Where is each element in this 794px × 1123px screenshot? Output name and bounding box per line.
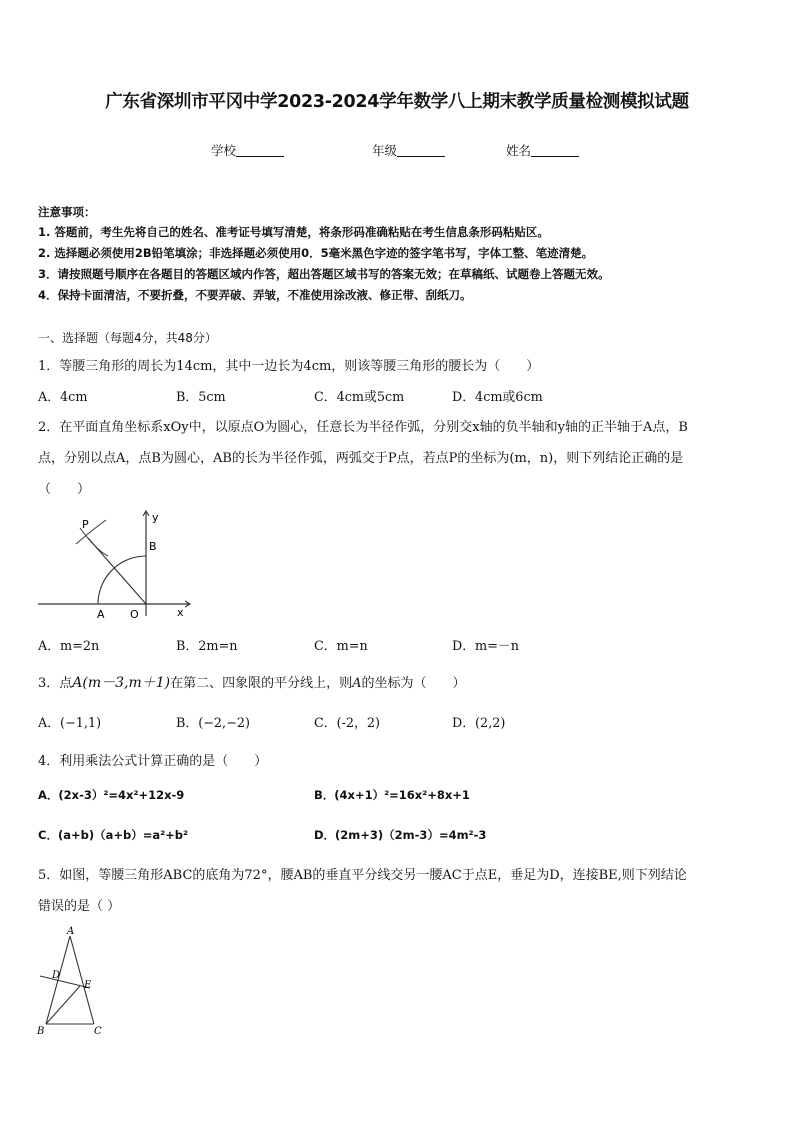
q4-option-b[interactable]: B．(4x+1）²=16x²+8x+1: [314, 788, 470, 802]
q3-point: A(m－3,m＋1): [72, 675, 171, 691]
fig-label-p: P: [82, 518, 89, 531]
q4-option-a[interactable]: A．(2x-3）²=4x²+12x-9: [38, 788, 185, 802]
fig-label-x: x: [177, 606, 184, 618]
fig-label-d: D: [52, 970, 61, 981]
notice-item: 4．保持卡面清洁，不要折叠，不要弄破、弄皱，不准使用涂改液、修正带、刮纸刀。: [38, 288, 472, 302]
question-2-line1: 2．在平面直角坐标系xOy中，以原点O为圆心，任意长为半径作弧，分别交x轴的负半轴和y轴的正半轴于A点，B: [38, 420, 688, 435]
question-4: 4．利用乘法公式计算正确的是（ ）: [38, 754, 268, 769]
name-label: 姓名: [506, 143, 532, 158]
section-heading: 一、选择题（每题4分，共48分）: [38, 331, 217, 345]
notice-item: 3．请按照题号顺序在各题目的答题区域内作答，超出答题区域书写的答案无效；在草稿纸、试题卷上答题无效。: [38, 267, 610, 281]
question-2-line3: （ ）: [38, 482, 91, 497]
fig-label-a: A: [67, 926, 75, 937]
name-blank[interactable]: [531, 144, 579, 157]
grade-field[interactable]: [372, 141, 445, 159]
q3-suffix2: 的坐标为（ ）: [361, 676, 466, 691]
question-1: 1．等腰三角形的周长为14cm，其中一边长为4cm，则该等腰三角形的腰长为（ ）: [38, 359, 540, 374]
q4-option-d[interactable]: D．(2m+3)（2m-3）=4m²-3: [314, 828, 487, 842]
fig-label-b: B: [37, 1026, 45, 1037]
question-5-line1: 5．如图，等腰三角形ABC的底角为72°，腰AB的垂直平分线交另一腰AC于点E，垂足为D，连接BE,则下列结论: [38, 868, 687, 883]
fig-label-a: A: [97, 608, 105, 618]
q3-suffix: 在第二、四象限的平分线上，则: [170, 676, 353, 691]
q3-option-a[interactable]: A．(−1,1): [38, 716, 102, 731]
q2-option-a[interactable]: A．m=2n: [38, 639, 100, 654]
school-field[interactable]: [211, 141, 284, 159]
fig-label-o: O: [130, 608, 139, 618]
grade-blank[interactable]: [397, 144, 445, 157]
q1-option-c[interactable]: C．4cm或5cm: [314, 390, 405, 405]
fig-label-b: B: [149, 540, 157, 553]
q1-option-d[interactable]: D．4cm或6cm: [452, 390, 543, 405]
notice-heading: 注意事项：: [38, 205, 96, 219]
q5-figure: [34, 924, 114, 1040]
school-label: 学校: [211, 143, 237, 158]
question-3: [38, 672, 466, 692]
fig-label-y: y: [152, 511, 159, 524]
q1-option-a[interactable]: A．4cm: [38, 390, 88, 405]
q3-option-c[interactable]: C．(-2，2): [314, 716, 380, 731]
fig-label-e: E: [84, 980, 92, 991]
grade-label: 年级: [372, 143, 398, 158]
q3-var: A: [352, 676, 362, 691]
q2-option-c[interactable]: C．m=n: [314, 639, 368, 654]
notice-item: 2. 选择题必须使用2B铅笔填涂；非选择题必须使用0．5毫米黑色字迹的签字笔书写，字体工整、笔迹清楚。: [38, 246, 594, 260]
q2-option-d[interactable]: D．m=－n: [452, 639, 519, 654]
question-5-line2: 错误的是（ ）: [38, 899, 121, 914]
name-field[interactable]: [506, 141, 579, 159]
question-2-line2: 点，分别以点A，点B为圆心，AB的长为半径作弧，两弧交于P点，若点P的坐标为(m，n)，则下列结论正确的是: [38, 451, 684, 466]
q2-option-b[interactable]: B．2m=n: [176, 639, 238, 654]
q3-option-d[interactable]: D．(2,2): [452, 716, 506, 731]
fig-label-c: C: [94, 1026, 102, 1037]
q2-figure: [36, 506, 196, 618]
q3-option-b[interactable]: B．(−2,−2): [176, 716, 250, 731]
school-blank[interactable]: [236, 144, 284, 157]
q1-option-b[interactable]: B．5cm: [176, 390, 226, 405]
notice-item: 1. 答题前，考生先将自己的姓名、准考证号填写清楚，将条形码准确粘贴在考生信息条形码粘贴区。: [38, 225, 549, 239]
q3-prefix: 3．点: [38, 676, 73, 691]
q4-option-c[interactable]: C．(a+b)（a+b）=a²+b²: [38, 828, 189, 842]
page-title: 广东省深圳市平冈中学2023-2024学年数学八上期末教学质量检测模拟试题: [105, 92, 689, 112]
